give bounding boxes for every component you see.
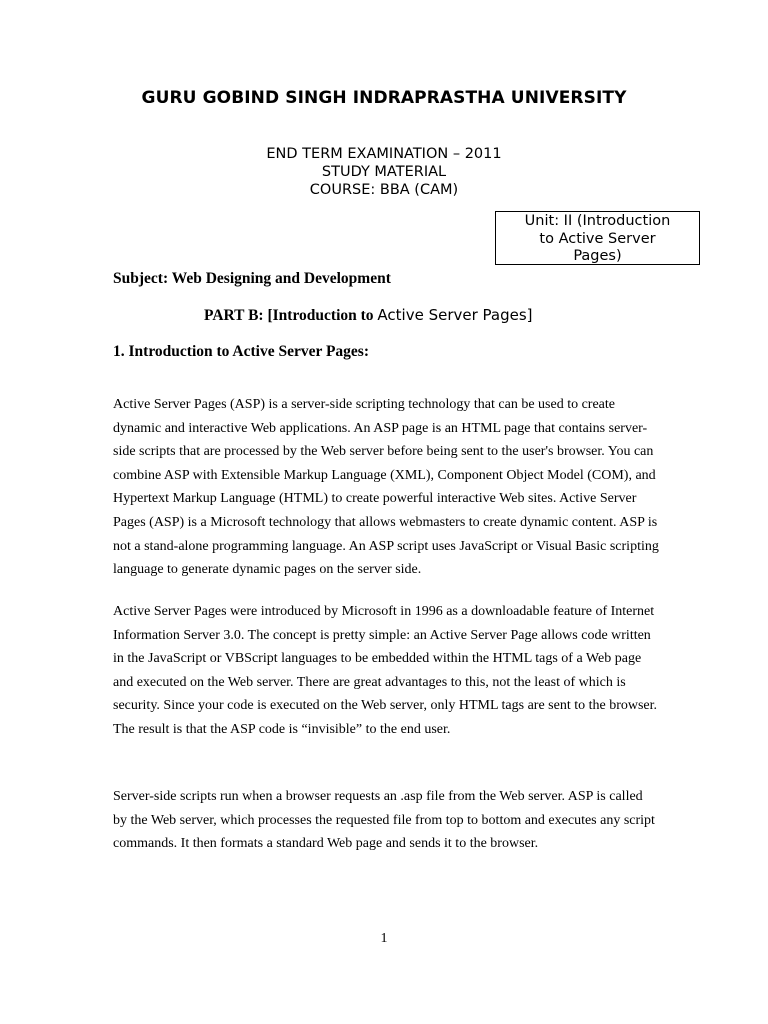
- paragraph-3: [113, 785, 673, 856]
- paragraph-line: not a stand-alone programming language. An ASP script uses JavaScript or Visual Basic scripting: [113, 538, 659, 554]
- university-title: GURU GOBIND SINGH INDRAPRASTHA UNIVERSITY: [141, 88, 627, 108]
- paragraph-line: security. Since your code is executed on the Web server, only HTML tags are sent to the browser.: [113, 698, 658, 714]
- page-number: 1: [380, 931, 388, 946]
- paragraph-line: Hypertext Markup Language (HTML) to create powerful interactive Web sites. Active Server: [113, 491, 637, 507]
- unit-box-line: to Active Server: [539, 230, 656, 247]
- paragraph-line: Active Server Pages (ASP) is a server-side scripting technology that can be used to create: [113, 397, 616, 412]
- unit-box: [495, 211, 700, 265]
- paragraph-line: side scripts that are processed by the Web server before being sent to the user's browser. You can: [113, 444, 654, 460]
- part-b-prefix: PART B: [Introduction to: [204, 307, 378, 324]
- unit-box-line: Pages): [573, 248, 622, 264]
- subject-heading: Subject: Web Designing and Development: [113, 270, 391, 287]
- unit-box-line: Unit: II (Introduction: [524, 213, 671, 229]
- part-b-heading: [204, 306, 533, 325]
- paragraph-line: Pages (ASP) is a Microsoft technology that allows webmasters to create dynamic content. ASP is: [113, 514, 658, 530]
- paragraph-line: Server-side scripts run when a browser requests an .asp file from the Web server. ASP is called: [113, 789, 643, 804]
- paragraph-line: dynamic and interactive Web applications. An ASP page is an HTML page that contains server-: [113, 420, 648, 436]
- paragraph-line: Information Server 3.0. The concept is pretty simple: an Active Server Page allows code written: [113, 627, 651, 643]
- paragraph-1: [113, 393, 673, 582]
- paragraph-line: Active Server Pages were introduced by Microsoft in 1996 as a downloadable feature of Internet: [113, 604, 655, 619]
- paragraph-line: The result is that the ASP code is “invisible” to the end user.: [113, 721, 451, 737]
- paragraph-line: and executed on the Web server. There are great advantages to this, not the least of which is: [113, 674, 626, 690]
- paragraph-line: combine ASP with Extensible Markup Language (XML), Component Object Model (COM), and: [113, 467, 656, 483]
- paragraph-line: language to generate dynamic pages on the server side.: [113, 562, 422, 578]
- paragraph-2: [113, 600, 673, 742]
- course-title: COURSE: BBA (CAM): [309, 182, 459, 198]
- study-material-title: STUDY MATERIAL: [321, 164, 447, 180]
- paragraph-line: in the JavaScript or VBScript languages to be embedded within the HTML tags of a Web page: [113, 651, 642, 667]
- paragraph-line: by the Web server, which processes the requested file from top to bottom and executes any script: [113, 812, 655, 828]
- part-b-sans-text: Active Server Pages]: [377, 306, 533, 324]
- exam-title: END TERM EXAMINATION – 2011: [266, 146, 502, 162]
- paragraph-line: commands. It then formats a standard Web page and sends it to the browser.: [113, 836, 539, 852]
- section-heading: 1. Introduction to Active Server Pages:: [113, 343, 369, 360]
